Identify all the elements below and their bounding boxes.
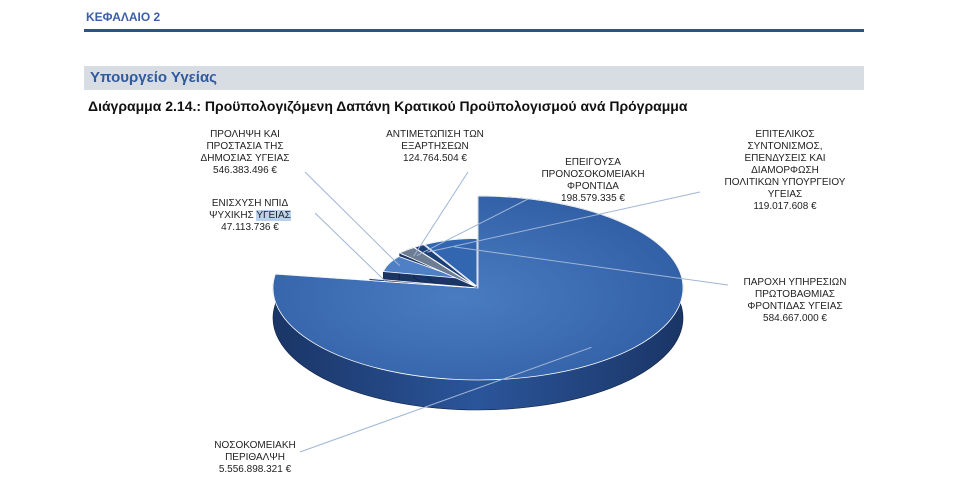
label-epitelikos-value: 119.017.608 € [753, 201, 817, 212]
label-prolipsi-line3: ΔΗΜΟΣΙΑΣ ΥΓΕΙΑΣ [200, 153, 290, 164]
label-epitelikos [700, 129, 870, 213]
label-nosokomeiaki-line2: ΠΕΡΙΘΑΛΨΗ [225, 452, 285, 463]
label-epeigousa-value: 198.579.335 € [561, 193, 625, 204]
label-prolipsi-value: 546.383.496 € [213, 165, 277, 176]
label-epitelikos-line5: ΠΟΛΙΤΙΚΩΝ ΥΠΟΥΡΓΕΙΟΥ [724, 177, 846, 188]
label-prolipsi [170, 129, 320, 177]
label-enisxysi [180, 198, 320, 234]
label-enisxysi-value: 47.113.736 € [221, 222, 279, 233]
label-antimetopisi [360, 129, 510, 165]
label-epeigousa-line2: ΠΡΟΝΟΣΟΚΟΜΕΙΑΚΗ [541, 169, 645, 180]
label-paroxi-line2: ΠΡΩΤΟΒΑΘΜΙΑΣ [755, 289, 835, 300]
pie-top-layer [273, 196, 683, 380]
label-epitelikos-line2: ΣΥΝΤΟΝΙΣΜΟΣ, [747, 141, 823, 152]
label-enisxysi-line2: ΨΥΧΙΚΗΣ ΥΓΕΙΑΣ [209, 210, 291, 221]
label-epeigousa-line1: ΕΠΕΙΓΟΥΣΑ [565, 157, 621, 168]
label-paroxi-value: 584.667.000 € [763, 313, 827, 324]
selected-text-highlight: ΥΓΕΙΑΣ [256, 210, 291, 221]
section-title: Υπουργείο Υγείας [90, 69, 217, 86]
label-epitelikos-line4: ΔΙΑΜΟΡΦΩΣΗ [751, 165, 819, 176]
label-nosokomeiaki [180, 440, 330, 476]
label-prolipsi-line1: ΠΡΟΛΗΨΗ ΚΑΙ [210, 129, 280, 140]
label-enisxysi-line1: ΕΝΙΣΧΥΣΗ ΝΠΙΔ [211, 198, 289, 209]
label-epeigousa-line3: ΦΡΟΝΤΙΔΑ [567, 181, 619, 192]
label-nosokomeiaki-line1: ΝΟΣΟΚΟΜΕΙΑΚΗ [214, 440, 296, 451]
label-antimetopisi-line2: ΕΞΑΡΤΗΣΕΩΝ [401, 141, 469, 152]
label-prolipsi-line2: ΠΡΟΣΤΑΣΙΑ ΤΗΣ [206, 141, 284, 152]
label-antimetopisi-line1: ΑΝΤΙΜΕΤΩΠΙΣΗ ΤΩΝ [386, 129, 484, 140]
label-paroxi-line3: ΦΡΟΝΤΙΔΑΣ ΥΓΕΙΑΣ [747, 301, 843, 312]
label-epitelikos-line1: ΕΠΙΤΕΛΙΚΟΣ [755, 129, 815, 140]
label-epeigousa [518, 157, 668, 205]
label-nosokomeiaki-value: 5.556.898.321 € [218, 464, 292, 475]
label-antimetopisi-value: 124.764.504 € [403, 153, 467, 164]
label-epitelikos-line3: ΕΠΕΝΔΥΣΕΙΣ ΚΑΙ [744, 153, 826, 164]
chapter-label: ΚΕΦΑΛΑΙΟ 2 [86, 10, 161, 24]
label-paroxi [715, 277, 875, 325]
label-epitelikos-line6: ΥΓΕΙΑΣ [767, 189, 803, 200]
leader-line-1 [315, 213, 385, 281]
figure-title: Διάγραμμα 2.14.: Προϋπολογιζόμενη Δαπάνη Κρατικού Προϋπολογισμού ανά Πρόγραμμα [88, 98, 688, 114]
label-paroxi-line1: ΠΑΡΟΧΗ ΥΠΗΡΕΣΙΩΝ [743, 277, 847, 288]
pie-slice-0 [273, 196, 683, 380]
